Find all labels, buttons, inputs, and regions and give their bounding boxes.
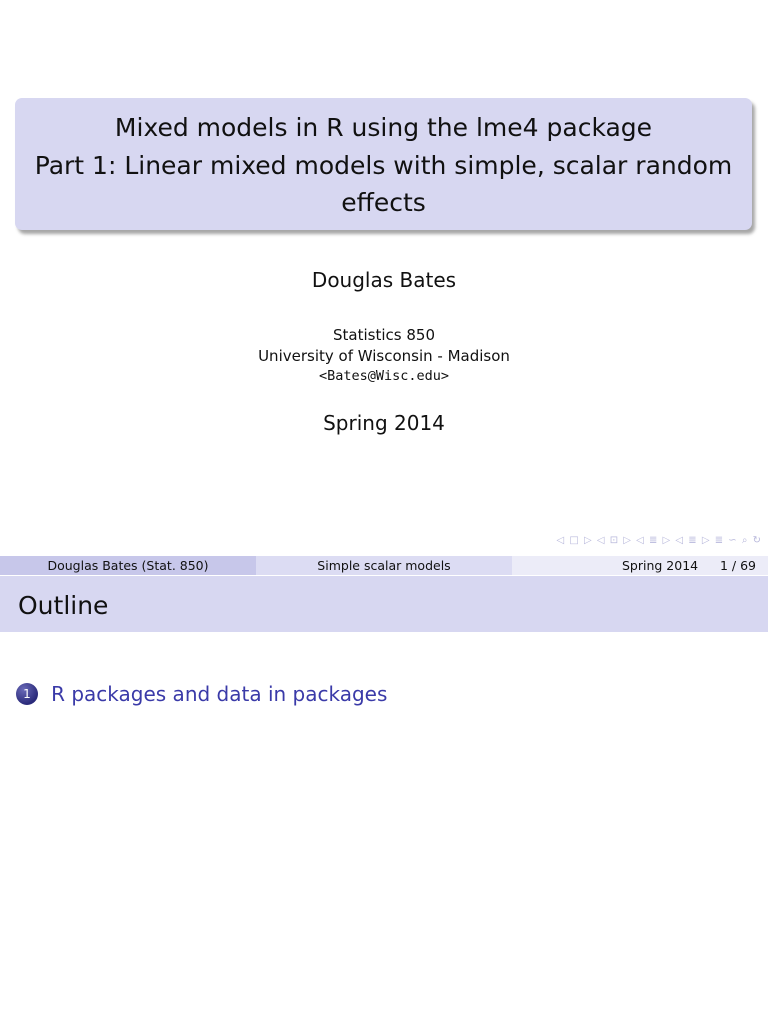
footer-page-number: 1 / 69 <box>719 558 756 573</box>
footer-right <box>512 556 768 575</box>
title-line-3: effects <box>341 188 426 217</box>
footer-short-title: Simple scalar models <box>256 556 512 575</box>
frame-title-bar <box>0 576 768 632</box>
institute-block <box>0 325 768 387</box>
frame-title: Outline <box>18 591 109 620</box>
outline-slide <box>0 576 768 1024</box>
title-line-2: Part 1: Linear mixed models with simple, scalar random <box>34 150 733 180</box>
beamer-navigation-icons[interactable]: ◁ □ ▷ ◁ ⊡ ▷ ◁ ≣ ▷ ◁ ≣ ▷ ≣ ∽ ⌕ ↻ <box>556 535 762 546</box>
title-line-1: Mixed models in R using the lme4 package <box>114 113 653 142</box>
institute-line-2: University of Wisconsin - Madison <box>258 346 510 365</box>
title-block <box>15 98 752 230</box>
outline-item[interactable] <box>16 682 387 712</box>
author-email: <Bates@Wisc.edu> <box>318 368 450 384</box>
footer-author: Douglas Bates (Stat. 850) <box>0 556 256 575</box>
author-name: Douglas Bates <box>311 268 457 292</box>
presentation-date: Spring 2014 <box>323 411 445 435</box>
outline-item-label[interactable]: R packages and data in packages <box>51 682 388 706</box>
slide-footer <box>0 556 768 575</box>
institute-line-1: Statistics 850 <box>333 326 435 344</box>
section-number-ball-icon: 1 <box>16 683 38 705</box>
footer-date: Spring 2014 <box>622 558 699 573</box>
